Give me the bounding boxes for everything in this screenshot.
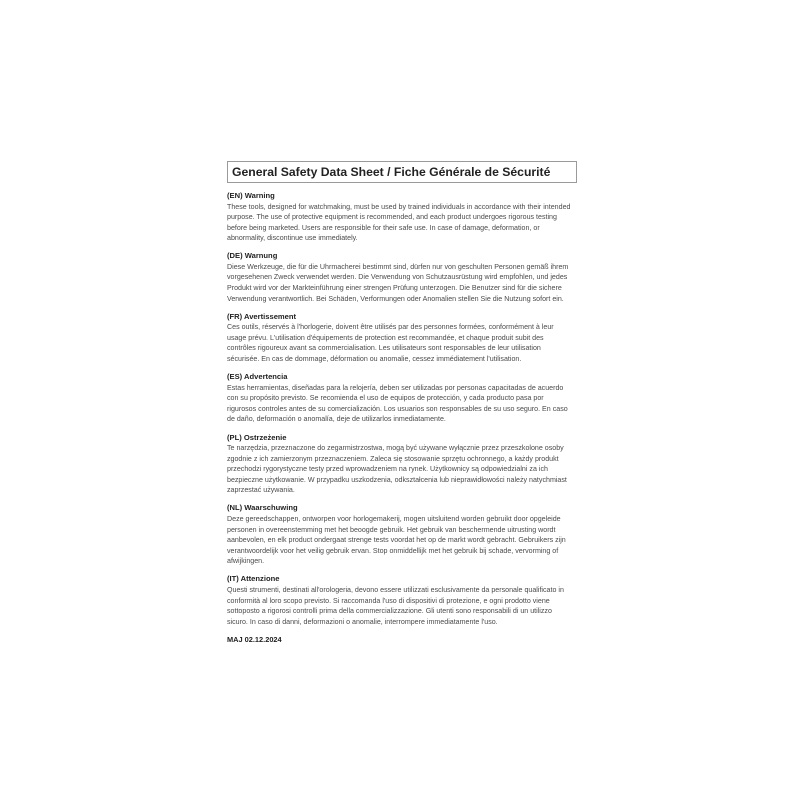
- section-body-it: Questi strumenti, destinati all'orologeria, devono essere utilizzati esclusivamente da personale qualificato in conformità al loro scopo previsto. Si raccomanda l'uso di dispositivi di protezione, e ogni prodotto viene sottoposto a rigorosi controlli prima della commercializzazione. Gli utenti sono responsabili di un utilizzo sicuro. In caso di danni, deformazioni o anomalie, interrompere immediatamente l'uso.: [227, 585, 564, 626]
- section-body-nl: Deze gereedschappen, ontworpen voor horlogemakerij, mogen uitsluitend worden gebruikt door opgeleide personen in overeenstemming met het beoogde gebruik. Het gebruik van beschermende uitrusting wordt aanbevolen, en elk product ondergaat strenge tests voordat het op de markt wordt gebracht. Gebruikers zijn verantwoordelijk voor het veilig gebruik ervan. Stop onmiddellijk met het gebruik bij schade, vervorming of afwijkingen.: [227, 514, 566, 566]
- section-pl: [227, 433, 577, 496]
- section-heading-nl: (NL) Waarschuwing: [227, 503, 298, 513]
- section-it: [227, 574, 577, 627]
- section-heading-en: (EN) Warning: [227, 191, 275, 200]
- section-heading-de: (DE) Warnung: [227, 251, 278, 261]
- section-body-fr: Ces outils, réservés à l'horlogerie, doivent être utilisés par des personnes formées, conformément à leur usage prévu. L'utilisation d'équipements de protection est recommandée, et chaque produit subit des contrôles rigoureux avant sa commercialisation. Les utilisateurs sont responsables de leur utilisation sécurisée. En cas de dommage, déformation ou anomalie, cessez immédiatement l'utilisation.: [227, 323, 554, 364]
- section-nl: [227, 503, 577, 566]
- section-fr: [227, 312, 577, 365]
- section-heading-pl: (PL) Ostrzeżenie: [227, 432, 287, 442]
- revision-date: MAJ 02.12.2024: [227, 634, 282, 644]
- section-heading-fr: (FR) Avertissement: [227, 311, 297, 321]
- title-box: [227, 161, 577, 183]
- section-body-en: These tools, designed for watchmaking, must be used by trained individuals in accordance with their intended purpose. The use of protective equipment is recommended, and each product undergoes rigorous testing before being marketed. Users are responsible for their safe use. In case of damage, deformation, or abnormality, discontinue use immediately.: [227, 202, 571, 243]
- safety-data-sheet: [227, 161, 577, 645]
- section-heading-it: (IT) Attenzione: [227, 574, 280, 584]
- section-en: [227, 191, 577, 244]
- section-body-de: Diese Werkzeuge, die für die Uhrmacherei bestimmt sind, dürfen nur von geschulten Personen gemäß ihrem vorgesehenen Zweck verwendet werden. Die Verwendung von Schutzausrüstung wird empfohlen, und jedes Produkt wird vor der Markteinführung einer strengen Prüfung unterzogen. Die Benutzer sind für die sichere Verwendung verantwortlich. Bei Schäden, Verformungen oder Anomalien stellen Sie die Nutzung sofort ein.: [227, 262, 569, 303]
- section-es: [227, 372, 577, 425]
- document-title: General Safety Data Sheet / Fiche Générale de Sécurité: [232, 165, 551, 179]
- section-heading-es: (ES) Advertencia: [227, 372, 288, 382]
- section-body-es: Estas herramientas, diseñadas para la relojería, deben ser utilizadas por personas capacitadas de acuerdo con su propósito previsto. Se recomienda el uso de equipos de protección, y cada producto pasa por rigurosos controles antes de su comercialización. Los usuarios son responsables de su uso seguro. En caso de daño, deformación o anomalía, deje de utilizarlos inmediatamente.: [227, 383, 568, 424]
- section-body-pl: Te narzędzia, przeznaczone do zegarmistrzostwa, mogą być używane wyłącznie przez przeszkolone osoby zgodnie z ich zamierzonym przeznaczeniem. Zaleca się stosowanie sprzętu ochronnego, a każdy produkt przechodzi rygorystyczne testy przed wprowadzeniem na rynek. Użytkownicy są odpowiedzialni za ich bezpieczne użytkowanie. W przypadku uszkodzenia, odkształcenia lub nieprawidłowości należy natychmiast zaprzestać używania.: [227, 444, 567, 495]
- section-de: [227, 251, 577, 304]
